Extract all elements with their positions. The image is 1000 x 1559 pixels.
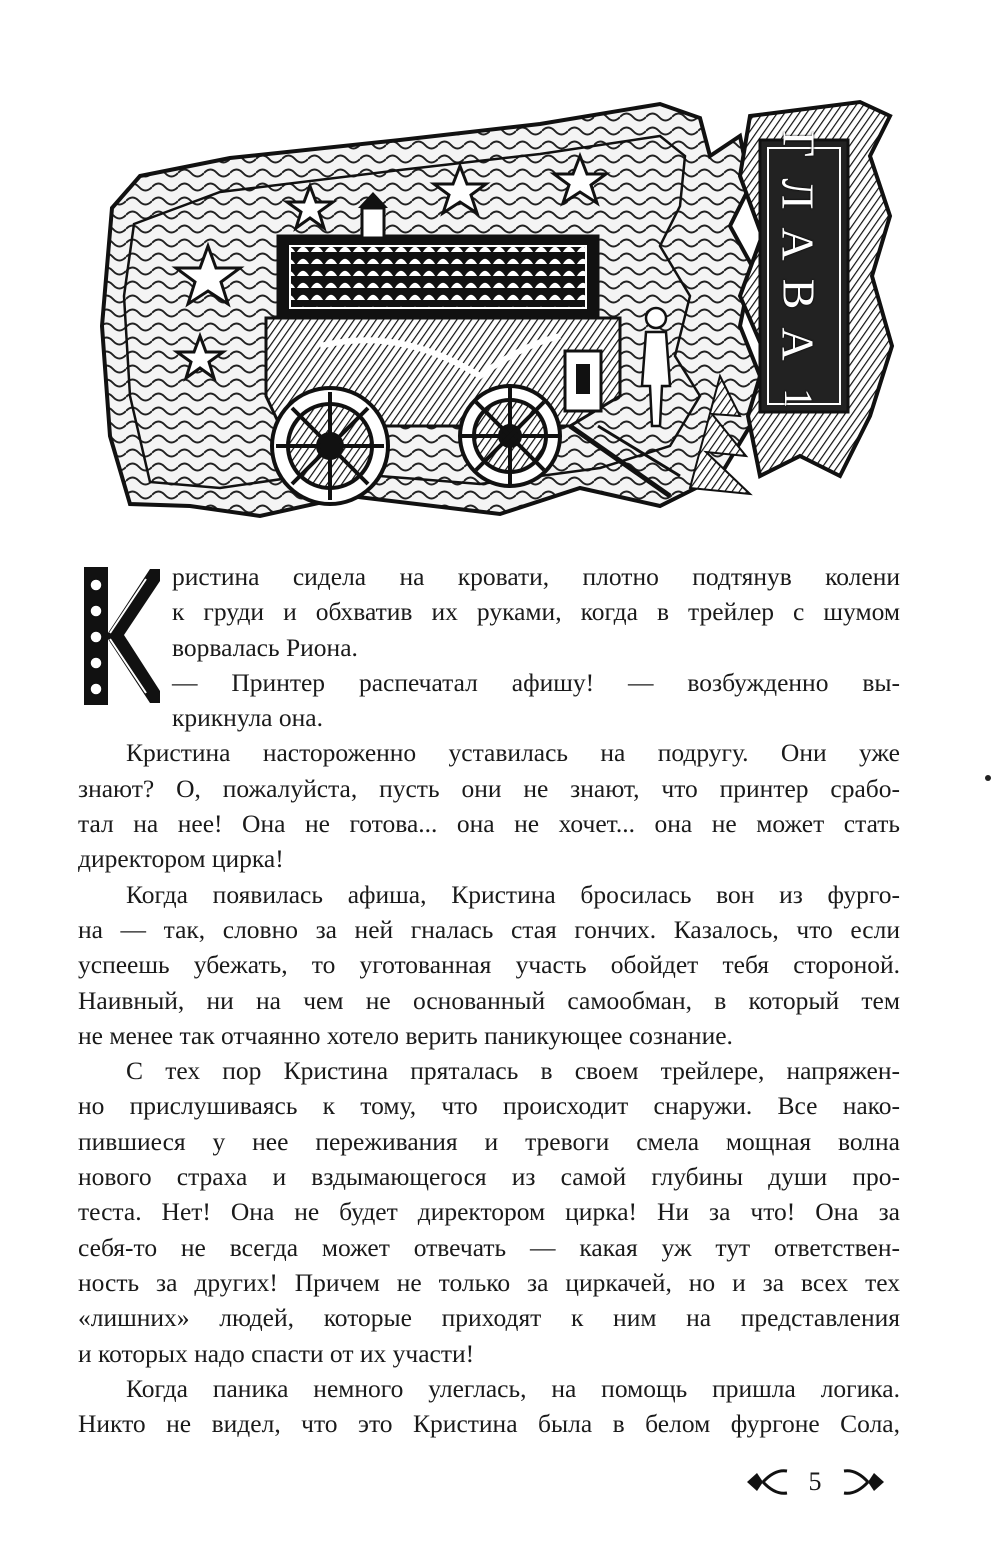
chapter-letter: Л (772, 178, 824, 210)
page-footer (730, 1462, 900, 1502)
text-line: успеешь убежать, то уготованная участь обойдет тебя стороной. (78, 950, 900, 980)
text-line: к груди и обхватив их руками, когда в трейлер с шумом (172, 597, 900, 627)
paragraph-4 (78, 1053, 900, 1371)
ornament-left-icon (743, 1467, 791, 1497)
text-line: на — так, словно за ней гналась стая гончих. Казалось, что если (78, 914, 900, 944)
text-line: нового страха и вздымающегося из самой глубины души про- (78, 1162, 900, 1192)
text-line: ворвалась Риона. (172, 632, 358, 662)
text-line: С тех пор Кристина пряталась в своем трейлере, напряжен- (126, 1056, 900, 1086)
drop-cap (80, 563, 162, 709)
text-line: — Принтер распечатал афишу! — возбужденно вы- (172, 667, 900, 697)
ornament-right-icon (840, 1467, 888, 1497)
chapter-letter: А (772, 227, 824, 261)
text-line: Никто не видел, что это Кристина была в белом фургоне Сола, (78, 1409, 900, 1439)
paragraph-2 (78, 735, 900, 876)
text-line: Кристина настороженно уставилась на подругу. Они уже (126, 738, 900, 768)
text-line: и которых надо спасти от их участи! (78, 1338, 475, 1368)
text-line: но прислушиваясь к тому, что происходит снаружи. Все нако- (78, 1091, 900, 1121)
text-line: пившиеся у нее переживания и тревоги смела мощная волна (78, 1126, 900, 1156)
paragraph-5 (78, 1371, 900, 1442)
text-line: Наивный, ни на чем не основанный самообман, в который тем (78, 985, 900, 1015)
text-line: крикнула она. (172, 703, 323, 733)
text-line: теста. Нет! Она не будет директором цирка! Ни за что! Она за (78, 1197, 900, 1227)
text-line: знают? О, пожалуйста, пусть они не знают, что принтер срабо- (78, 773, 900, 803)
text-line: себя-то не всегда может отвечать — какая уж тут ответствен- (78, 1232, 900, 1262)
text-line: тал на нее! Она не готова... она не хочет... она не может стать (78, 809, 900, 839)
text-line: «лишних» людей, которые приходят к ним на представления (78, 1303, 900, 1333)
text-line: директором цирка! (78, 844, 284, 874)
text-line: ность за других! Причем не только за циркачей, но и за всех тех (78, 1267, 900, 1297)
page-number: 5 (808, 1467, 822, 1496)
text-line: Когда паника немного улеглась, на помощь пришла логика. (126, 1373, 900, 1403)
text-line: не менее так отчаянно хотело верить паникующее сознание. (78, 1020, 733, 1050)
chapter-letter: В (773, 278, 824, 310)
print-speck (985, 775, 991, 781)
text-line: Когда появилась афиша, Кристина бросилась вон из фурго- (126, 879, 900, 909)
paragraph-3 (78, 877, 900, 1053)
paragraph-1 (78, 559, 900, 735)
chapter-letter: А (772, 327, 824, 361)
chapter-heading (752, 120, 844, 420)
body-text (78, 559, 900, 1441)
chapter-number: 1 (776, 388, 821, 408)
text-line: ристина сидела на кровати, плотно подтянув колени (172, 562, 900, 591)
chapter-letter: Г (773, 130, 824, 158)
